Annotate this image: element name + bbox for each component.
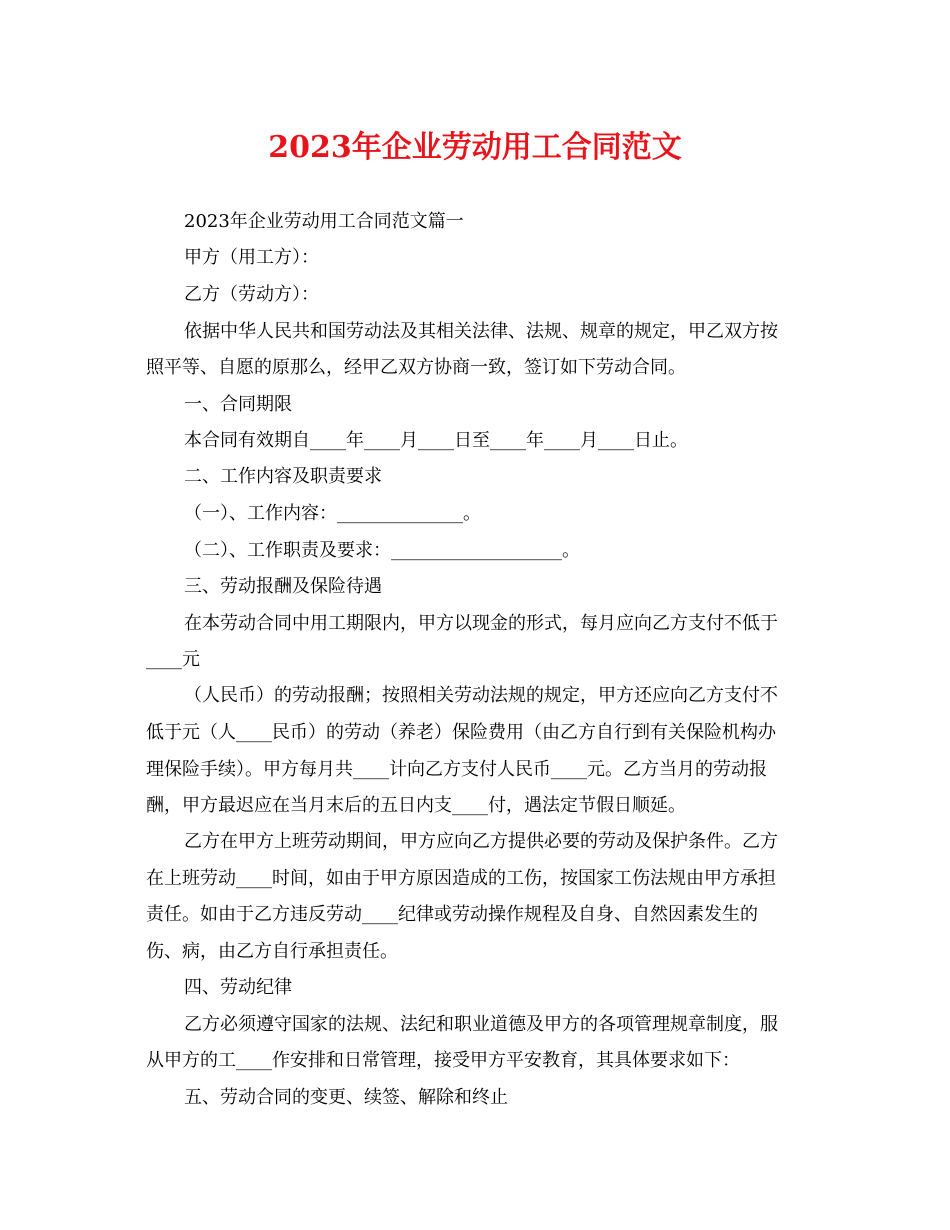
clause-heading: 一、合同期限 <box>184 394 292 415</box>
paragraph-line: （一）、工作内容：______________。 <box>184 503 481 524</box>
paragraph-line: 责任。如由于乙方违反劳动____纪律或劳动操作规程及自身、自然因素发生的 <box>146 904 758 925</box>
page-title: 2023年企业劳动用工合同范文 <box>268 130 682 165</box>
paragraph-line: （人民币）的劳动报酬；按照相关劳动法规的规定，甲方还应向乙方支付不 <box>184 685 778 706</box>
paragraph-line: 乙方在甲方上班劳动期间，甲方应向乙方提供必要的劳动及保护条件。乙方 <box>184 831 778 852</box>
paragraph-line: （二）、工作职责及要求：___________________。 <box>184 540 580 561</box>
clause-heading: 三、劳动报酬及保险待遇 <box>184 576 382 597</box>
paragraph-line: 本合同有效期自____年____月____日至____年____月____日止。 <box>184 430 688 451</box>
paragraph-line: 酬，甲方最迟应在当月末后的五日内支____付，遇法定节假日顺延。 <box>146 795 686 816</box>
paragraph-line: 照平等、自愿的原那么，经甲乙双方协商一致，签订如下劳动合同。 <box>146 357 686 378</box>
paragraph-line: 依据中华人民共和国劳动法及其相关法律、法规、规章的规定，甲乙双方按 <box>184 321 778 342</box>
paragraph-line: 低于元（人____民币）的劳动（养老）保险费用（由乙方自行到有关保险机构办 <box>146 722 776 743</box>
paragraph-line: 从甲方的工____作安排和日常管理，接受甲方平安教育，其具体要求如下： <box>146 1050 740 1071</box>
clause-heading: 四、劳动纪律 <box>184 977 292 998</box>
section-heading: 2023年企业劳动用工合同范文篇一 <box>184 211 464 232</box>
clause-heading: 二、工作内容及职责要求 <box>184 466 382 487</box>
paragraph-line: ____元 <box>146 649 200 670</box>
party-a-line: 甲方（用工方）： <box>184 247 319 268</box>
party-b-line: 乙方（劳动方）： <box>184 284 319 305</box>
paragraph-line: 在上班劳动____时间，如由于甲方原因造成的工伤，按国家工伤法规由甲方承担 <box>146 868 776 889</box>
paragraph-line: 伤、病，由乙方自行承担责任。 <box>146 941 398 962</box>
clause-heading: 五、劳动合同的变更、续签、解除和终止 <box>184 1087 508 1108</box>
paragraph-line: 理保险手续）。甲方每月共____计向乙方支付人民币____元。乙方当月的劳动报 <box>146 759 767 780</box>
paragraph-line: 在本劳动合同中用工期限内，甲方以现金的形式，每月应向乙方支付不低于 <box>184 613 778 634</box>
paragraph-line: 乙方必须遵守国家的法规、法纪和职业道德及甲方的各项管理规章制度，服 <box>184 1014 778 1035</box>
